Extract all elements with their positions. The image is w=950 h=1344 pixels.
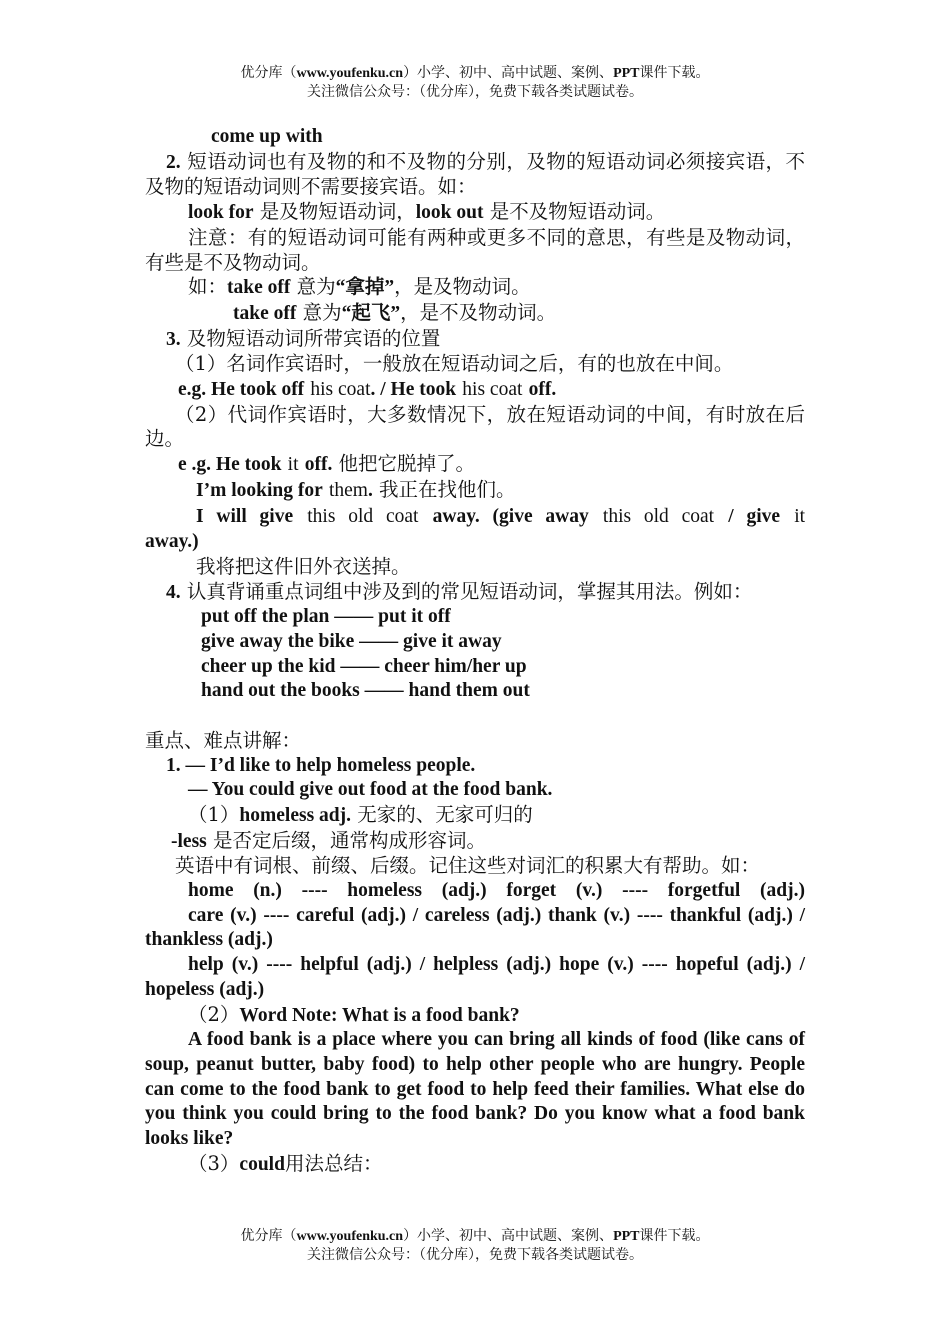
example-looking-for: I’m looking for them. 我正在找他们。 — [196, 477, 516, 501]
footer-site: www.youfenku.cn — [296, 1229, 404, 1244]
word-pair-home-forget: home (n.) ---- homeless (adj.) forget (v.) ---- forgetful (adj.) — [188, 880, 805, 902]
note-less-suffix: -less 是否定后缀，通常构成形容词。 — [171, 828, 486, 852]
phrase-pair: give away the bike —— give it away — [201, 631, 502, 653]
dialogue-line-1: 1. — I’d like to help homeless people. — [166, 754, 476, 776]
look-for-line: look for 是及物短语动词，look out 是不及物短语动词。 — [188, 200, 666, 224]
section-3-title: 3. 及物短语动词所带宾语的位置 — [166, 326, 441, 350]
header-line-1: 优分库（www.youfenku.cn）小学、初中、高中试题、案例、PPT课件下载。 — [240, 65, 710, 81]
key-points-heading: 重点、难点讲解： — [145, 728, 302, 752]
section-2-intro: 2. 短语动词也有及物的和不及物的分别，及物的短语动词必须接宾语，不及物的短语动词则不需要接宾语。如： — [145, 149, 805, 199]
example-took-it-off: e .g. He took it off. 他把它脱掉了。 — [178, 452, 476, 476]
word-note-title: （2）Word Note: What is a food bank? — [188, 1002, 520, 1026]
section-4-intro: 4. 认真背诵重点词组中涉及到的常见短语动词，掌握其用法。例如： — [166, 579, 753, 603]
word-pair-care-thank: care (v.) ---- careful (adj.) / careless (adj.) thank (v.) ---- thankful (adj.) / thankless (adj.) — [145, 904, 805, 951]
header-site: www.youfenku.cn — [296, 66, 404, 81]
footer-line-2: 关注微信公众号：（优分库），免费下载各类试题试卷。 — [307, 1247, 643, 1263]
example-took-off-coat: e.g. He took off his coat. / He took his coat off. — [178, 379, 557, 401]
page-footer — [0, 1227, 950, 1265]
example-give-away-line-1: I will give this old coat away. (give away this old coat / give it — [196, 505, 806, 527]
phrase-come-up-with: come up with — [211, 126, 323, 147]
phrase-pair: hand out the books —— hand them out — [201, 680, 530, 702]
note-paragraph: 注意：有的短语动词可能有两种或更多不同的意思，有些是及物动词，有些是不及物动词。 — [145, 225, 805, 274]
example-give-away-translation: 我将把这件旧外衣送掉。 — [196, 554, 411, 578]
dialogue-line-2: — You could give out food at the food bank. — [188, 779, 553, 801]
take-off-example-1: 如：take off 意为“拿掉”，是及物动词。 — [188, 275, 531, 299]
phrase-pair: cheer up the kid —— cheer him/her up — [201, 655, 527, 677]
note-homeless: （1）homeless adj. 无家的、无家可归的 — [188, 802, 533, 826]
page-header — [0, 64, 950, 102]
section-3-point-2: （2）代词作宾语时，大多数情况下，放在短语动词的中间，有时放在后边。 — [145, 402, 805, 451]
spacer — [145, 704, 805, 729]
could-usage-heading: （3）could用法总结： — [188, 1151, 383, 1175]
phrase-pair: put off the plan —— put it off — [201, 606, 451, 628]
word-pair-help-hope: help (v.) ---- helpful (adj.) / helpless (adj.) hope (v.) ---- hopeful (adj.) / hopeless (adj.) — [145, 954, 805, 1000]
footer-line-1: 优分库（www.youfenku.cn）小学、初中、高中试题、案例、PPT课件下载。 — [240, 1228, 710, 1244]
example-give-away-line-2: away.) — [145, 531, 199, 553]
section-3-point-1: （1）名词作宾语时，一般放在短语动词之后，有的也放在中间。 — [175, 352, 734, 376]
header-line-2: 关注微信公众号：（优分库），免费下载各类试题试卷。 — [307, 84, 643, 100]
document-body — [145, 124, 805, 1178]
affix-paragraph: 英语中有词根、前缀、后缀。记住这些对词汇的积累大有帮助。如： — [175, 854, 761, 878]
take-off-example-2: take off 意为“起飞”，是不及物动词。 — [233, 300, 557, 324]
food-bank-paragraph: A food bank is a place where you can bring all kinds of food (like cans of soup, peanut butter, baby food) to help other people who are hungry. People can come to the food bank to get food to help feed their families. What else do you think you could bring to the food bank? Do you know what a food bank looks like? — [145, 1029, 805, 1150]
